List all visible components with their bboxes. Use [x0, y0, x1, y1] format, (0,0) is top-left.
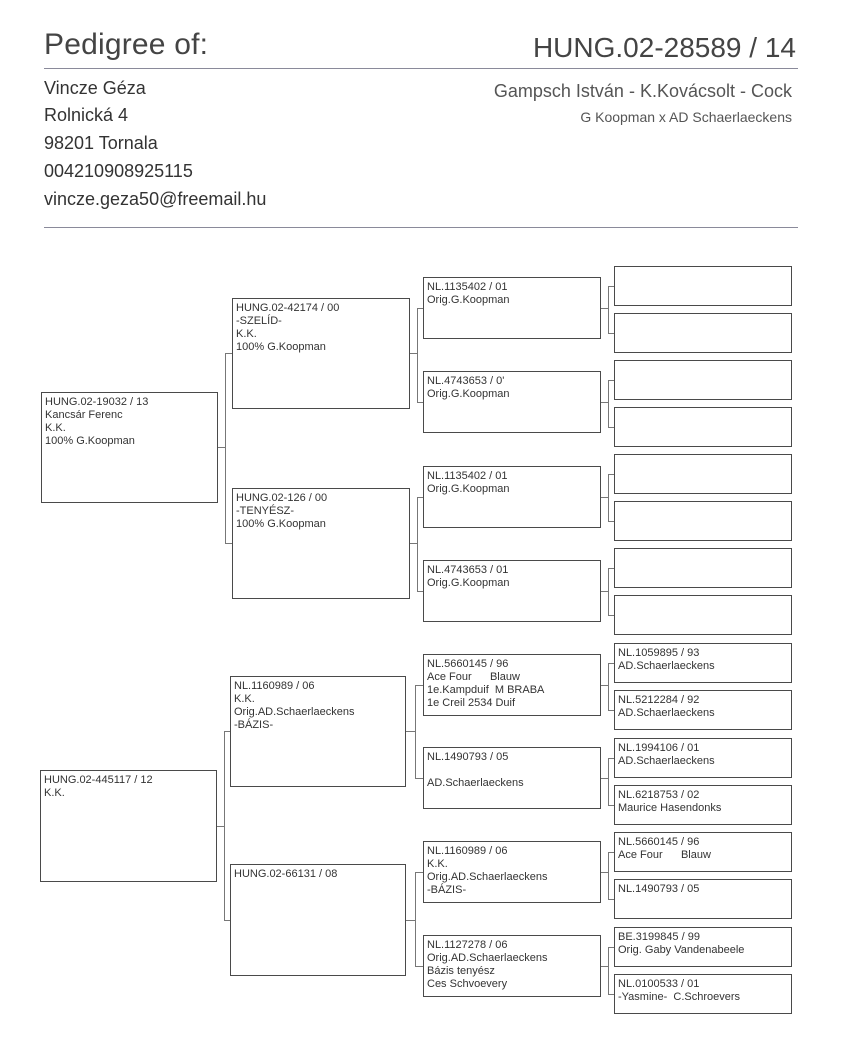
pedigree-box-g4-5: [614, 454, 792, 494]
connector-line: [601, 778, 608, 779]
connector-line: [417, 497, 418, 592]
connector-line: [601, 872, 608, 873]
connector-line: [225, 353, 226, 544]
pedigree-line: Orig.G.Koopman: [427, 483, 510, 495]
pedigree-line: NL.1490793 / 05: [618, 883, 700, 895]
connector-line: [417, 308, 423, 309]
connector-line: [608, 805, 614, 806]
pedigree-line: NL.4743653 / 01: [427, 564, 509, 576]
pedigree-box-ddd: [423, 935, 601, 997]
pedigree-box-ssd: [423, 371, 601, 433]
connector-line: [415, 685, 416, 779]
connector-line: [601, 402, 608, 403]
connector-line: [608, 852, 614, 853]
pedigree-box-g4-4: [614, 407, 792, 447]
pedigree-line: -BÁZIS-: [427, 884, 467, 896]
pedigree-line: Orig.G.Koopman: [427, 294, 510, 306]
pedigree-box-sdd: [423, 560, 601, 622]
pedigree-box-g4-13: [614, 832, 792, 872]
connector-line: [415, 778, 423, 779]
pedigree-line: NL.6218753 / 02: [618, 789, 700, 801]
pedigree-line: NL.1160989 / 06: [234, 680, 315, 692]
pedigree-line: Orig.G.Koopman: [427, 388, 510, 400]
connector-line: [415, 966, 423, 967]
connector-line: [601, 685, 608, 686]
connector-line: [608, 663, 614, 664]
connector-line: [608, 474, 609, 522]
pedigree-box-sire: [41, 392, 218, 503]
strain-line: G Koopman x AD Schaerlaeckens: [580, 109, 792, 125]
connector-line: [608, 286, 609, 334]
pedigree-line: -SZELÍD-: [236, 315, 282, 327]
pedigree-box-g4-7: [614, 548, 792, 588]
pedigree-box-g4-6: [614, 501, 792, 541]
pedigree-box-g4-9: [614, 643, 792, 683]
pedigree-line: K.K.: [44, 787, 65, 799]
connector-line: [608, 568, 609, 616]
pedigree-line: NL.0100533 / 01: [618, 978, 700, 990]
pedigree-box-sds: [423, 466, 601, 528]
connector-line: [410, 543, 417, 544]
ring-number: HUNG.02-28589 / 14: [532, 32, 796, 63]
pedigree-line: NL.4743653 / 0': [427, 375, 505, 387]
connector-line: [608, 994, 614, 995]
pedigree-box-dss: [423, 654, 601, 716]
connector-line: [608, 947, 609, 995]
pedigree-box-g4-14: [614, 879, 792, 919]
connector-line: [601, 308, 608, 309]
pedigree-line: AD.Schaerlaeckens: [618, 707, 715, 719]
pedigree-line: NL.1160989 / 06: [427, 845, 508, 857]
pedigree-box-sss: [423, 277, 601, 339]
pedigree-box-g4-8: [614, 595, 792, 635]
pedigree-line: Kancsár Ferenc: [45, 409, 123, 421]
pedigree-line: 1e.Kampduif M BRABA: [427, 684, 545, 696]
connector-line: [415, 685, 423, 686]
connector-line: [608, 947, 614, 948]
pedigree-line: AD.Schaerlaeckens: [427, 777, 524, 789]
breeder-line: Gampsch István - K.Kovácsolt - Cock: [493, 81, 792, 101]
pedigree-box-sd: [232, 488, 410, 599]
pedigree-line: Ace Four Blauw: [427, 671, 520, 683]
owner-name: Vincze Géza: [44, 78, 146, 98]
pedigree-box-g4-12: [614, 785, 792, 825]
pedigree-line: Ace Four Blauw: [618, 849, 711, 861]
pedigree-line: NL.5660145 / 96: [427, 658, 509, 670]
pedigree-line: -BÁZIS-: [234, 719, 274, 731]
connector-line: [217, 826, 224, 827]
connector-line: [417, 497, 423, 498]
connector-line: [608, 899, 614, 900]
connector-line: [225, 353, 232, 354]
pedigree-box-dam: [40, 770, 217, 882]
pedigree-line: Orig.AD.Schaerlaeckens: [427, 952, 548, 964]
connector-line: [608, 852, 609, 900]
connector-line: [601, 966, 608, 967]
pedigree-line: Ces Schvoevery: [427, 978, 508, 990]
pedigree-line: HUNG.02-19032 / 13: [45, 396, 149, 408]
pedigree-box-dd: [230, 864, 406, 976]
pedigree-line: BE.3199845 / 99: [618, 931, 700, 943]
pedigree-line: NL.1135402 / 01: [427, 281, 508, 293]
owner-street: Rolnická 4: [44, 105, 129, 125]
pedigree-line: Maurice Hasendonks: [618, 802, 722, 814]
connector-line: [608, 710, 614, 711]
pedigree-line: 100% G.Koopman: [236, 341, 326, 353]
owner-email: vincze.geza50@freemail.hu: [44, 189, 267, 209]
pedigree-line: HUNG.02-66131 / 08: [234, 868, 338, 880]
connector-line: [417, 308, 418, 403]
pedigree-line: Bázis tenyész: [427, 965, 495, 977]
connector-line: [608, 663, 609, 711]
pedigree-line: Orig.G.Koopman: [427, 577, 510, 589]
connector-line: [218, 447, 225, 448]
header-divider: [44, 68, 798, 69]
pedigree-line: HUNG.02-42174 / 00: [236, 302, 340, 314]
pedigree-line: Orig.AD.Schaerlaeckens: [427, 871, 548, 883]
connector-line: [415, 872, 423, 873]
pedigree-line: HUNG.02-445117 / 12: [44, 774, 153, 786]
pedigree-box-g4-2: [614, 313, 792, 353]
pedigree-box-g4-11: [614, 738, 792, 778]
connector-line: [406, 920, 415, 921]
pedigree-line: -Yasmine- C.Schroevers: [618, 991, 741, 1003]
connector-line: [224, 731, 230, 732]
pedigree-line: 100% G.Koopman: [236, 518, 326, 530]
connector-line: [225, 543, 232, 544]
pedigree-box-g4-3: [614, 360, 792, 400]
connector-line: [417, 402, 423, 403]
connector-line: [608, 333, 614, 334]
pedigree-line: K.K.: [45, 422, 66, 434]
pedigree-box-dds: [423, 841, 601, 903]
pedigree-line: -TENYÉSZ-: [236, 505, 295, 517]
connector-line: [224, 920, 230, 921]
pedigree-line: HUNG.02-126 / 00: [236, 492, 328, 504]
owner-city: 98201 Tornala: [44, 133, 158, 153]
pedigree-line: AD.Schaerlaeckens: [618, 660, 715, 672]
pedigree-box-ds: [230, 676, 406, 787]
connector-line: [608, 568, 614, 569]
pedigree-line: NL.1994106 / 01: [618, 742, 700, 754]
pedigree-box-g4-16: [614, 974, 792, 1014]
connector-line: [406, 731, 415, 732]
page-title: Pedigree of:: [44, 28, 209, 61]
pedigree-line: NL.1127278 / 06: [427, 939, 508, 951]
pedigree-line: Orig. Gaby Vandenabeele: [618, 944, 745, 956]
pedigree-line: NL.1490793 / 05: [427, 751, 509, 763]
pedigree-box-dsd: [423, 747, 601, 809]
pedigree-box-g4-1: [614, 266, 792, 306]
connector-line: [608, 615, 614, 616]
connector-line: [608, 286, 614, 287]
content-divider: [44, 227, 798, 228]
connector-line: [608, 758, 614, 759]
connector-line: [608, 474, 614, 475]
connector-line: [608, 521, 614, 522]
connector-line: [415, 872, 416, 967]
connector-line: [224, 731, 225, 921]
connector-line: [410, 353, 417, 354]
pedigree-box-g4-15: [614, 927, 792, 967]
connector-line: [608, 427, 614, 428]
connector-line: [608, 758, 609, 806]
pedigree-line: 1e Creil 2534 Duif: [427, 697, 516, 709]
connector-line: [601, 497, 608, 498]
pedigree-box-ss: [232, 298, 410, 409]
pedigree-line: NL.5212284 / 92: [618, 694, 700, 706]
connector-line: [417, 591, 423, 592]
pedigree-line: NL.1059895 / 93: [618, 647, 700, 659]
connector-line: [608, 380, 609, 428]
connector-line: [601, 591, 608, 592]
pedigree-box-g4-10: [614, 690, 792, 730]
pedigree-line: NL.1135402 / 01: [427, 470, 508, 482]
pedigree-line: K.K.: [234, 693, 255, 705]
connector-line: [608, 380, 614, 381]
pedigree-line: 100% G.Koopman: [45, 435, 135, 447]
pedigree-line: K.K.: [236, 328, 257, 340]
pedigree-line: NL.5660145 / 96: [618, 836, 700, 848]
owner-phone: 004210908925115: [44, 161, 193, 181]
pedigree-line: [427, 764, 597, 777]
pedigree-line: K.K.: [427, 858, 448, 870]
pedigree-line: AD.Schaerlaeckens: [618, 755, 715, 767]
pedigree-line: Orig.AD.Schaerlaeckens: [234, 706, 355, 718]
